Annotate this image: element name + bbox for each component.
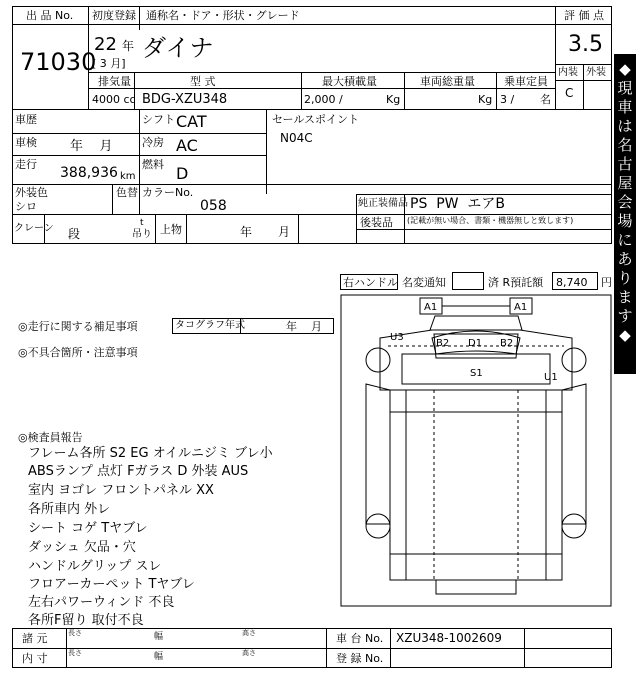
interior-label: 内装 <box>558 67 578 78</box>
inspection-label: 車検 <box>15 136 37 149</box>
name-change: 名変通知 <box>402 276 446 289</box>
tachograph-value: 年 月 <box>286 320 322 333</box>
chassis: XZU348-1002609 <box>396 631 502 645</box>
genuine: PS PW エアB <box>410 196 506 212</box>
rating: 3.5 <box>568 32 603 57</box>
mileage-label: 走行 <box>15 158 37 171</box>
type-label: 型 式 <box>190 75 216 88</box>
crane-up: 上物 <box>160 223 182 236</box>
recycle-label: 済 R預託額 <box>488 276 544 289</box>
chassis-label: 車 台 No. <box>336 632 384 645</box>
wheel-rear-right <box>562 514 586 538</box>
crane-ton: t <box>140 218 144 228</box>
displacement: 4000 cc <box>92 93 136 106</box>
aftermarket-label: 後装品 <box>360 216 393 229</box>
displacement-label: 排気量 <box>98 75 131 88</box>
type: BDG-XZU348 <box>142 92 228 107</box>
mark-d1: D1 <box>468 338 483 349</box>
mark-b2-left: B2 <box>436 338 450 349</box>
max-load-label: 最大積載量 <box>322 75 377 88</box>
ac-label: 冷房 <box>142 136 164 149</box>
color-no: 058 <box>200 198 227 214</box>
name-label: 通称名・ドア・形状・グレード <box>146 9 300 22</box>
rhd: 右ハンドル <box>343 276 398 289</box>
wheel-rear-left <box>366 514 390 538</box>
capacity: 3 / <box>500 93 515 106</box>
length-label-1: 長さ <box>68 629 82 637</box>
mark-a1-left: A1 <box>424 302 438 313</box>
shift: CAT <box>176 112 207 131</box>
mileage-unit: km <box>120 171 136 182</box>
cargo-bed <box>390 390 562 580</box>
color-no-label: カラーNo. <box>142 186 194 199</box>
lot-no-label: 出 品 No. <box>26 9 74 22</box>
shoki-label: 諸 元 <box>22 632 48 645</box>
reg-label: 登 録 No. <box>336 652 384 665</box>
rating-label: 評 価 点 <box>564 9 604 22</box>
inspector-line: 室内 ヨゴレ フロントパネル XX <box>28 483 214 498</box>
side-notice: ◆現車は名古屋会場にあります◆ <box>614 54 636 374</box>
ext-color: シロ <box>15 200 37 213</box>
recycle-unit: 円 <box>601 276 612 289</box>
name-change-box <box>452 272 484 290</box>
exterior-label: 外装 <box>586 67 606 78</box>
mark-u1: U1 <box>544 372 558 383</box>
inspector-line: ダッシュ 欠品・穴 <box>28 540 136 555</box>
aftermarket-note: (記載が無い場合、書類・機器無しと致します) <box>407 216 574 225</box>
inspector-line: 各所F留り 取付不良 <box>28 613 144 628</box>
max-load-unit: Kg <box>386 93 401 106</box>
month: [ 3 月] <box>92 57 126 70</box>
height-label-2: 高さ <box>242 649 256 657</box>
crane-label: クレーン <box>14 223 54 234</box>
wheel-front-left <box>366 348 390 372</box>
mark-u3: U3 <box>390 332 404 343</box>
defects-title: ◎不具合箇所・注意事項 <box>18 346 138 359</box>
inspector-line: 各所車内 外レ <box>28 502 111 517</box>
crane-year: 年 <box>240 225 253 239</box>
length-label-2: 長さ <box>68 649 82 657</box>
crane-hang: 吊り <box>132 229 152 240</box>
inspector-line: シート コゲ Tヤブレ <box>28 521 148 536</box>
inspector-line: フレーム各所 S2 EG オイルニジミ ブレ小 <box>28 446 273 461</box>
crane-month: 月 <box>278 225 291 239</box>
tachograph-label: タコグラフ年式 <box>175 320 245 331</box>
model-name: ダイナ <box>142 34 214 62</box>
width-label-2: 幅 <box>154 652 164 662</box>
fuel: D <box>176 164 189 183</box>
inspector-title: ◎検査員報告 <box>18 431 83 444</box>
truck-diagram <box>340 294 612 608</box>
gross-weight-label: 車両総重量 <box>420 75 475 88</box>
year: 22 <box>94 34 117 55</box>
capacity-unit: 名 <box>540 93 551 106</box>
wheel-front-right <box>562 348 586 372</box>
year-unit: 年 <box>122 39 135 53</box>
history-label: 車歴 <box>15 113 37 126</box>
sales-point: N04C <box>280 131 313 145</box>
width-label-1: 幅 <box>154 632 164 642</box>
gross-weight-unit: Kg <box>478 93 493 106</box>
sales-point-label: セールスポイント <box>272 113 360 126</box>
max-load: 2,000 / <box>304 93 343 106</box>
ac: AC <box>176 136 198 155</box>
mark-b2-right: B2 <box>500 338 514 349</box>
lot-no: 71030 <box>20 48 97 76</box>
ext-color-label: 外装色 <box>15 186 48 199</box>
naikou-label: 内 寸 <box>22 652 48 665</box>
first-reg-label: 初度登録 <box>92 9 136 22</box>
crane-stage: 段 <box>68 227 81 241</box>
mark-a1-right: A1 <box>514 302 528 313</box>
inspection-value: 年 月 <box>70 139 113 154</box>
capacity-label: 乗車定員 <box>504 75 548 88</box>
fuel-label: 燃料 <box>142 158 164 171</box>
height-label-1: 高さ <box>242 629 256 637</box>
inspector-line: ハンドルグリップ スレ <box>28 559 162 574</box>
mileage: 388,936 <box>60 165 118 181</box>
genuine-label: 純正装備品 <box>358 198 408 209</box>
color-change-label: 色替 <box>116 186 138 199</box>
interior-grade: C <box>565 86 574 100</box>
inspector-line: ABSランプ 点灯 Fガラス D 外装 AUS <box>28 464 249 479</box>
mark-s1: S1 <box>470 368 483 379</box>
driving-title: ◎走行に関する補足事項 <box>18 320 138 333</box>
recycle-amount: 8,740 <box>556 276 588 289</box>
shift-label: シフト <box>142 113 175 126</box>
inspector-line: 左右パワーウィンド 不良 <box>28 595 175 610</box>
inspector-line: フロアーカーペット Tヤブレ <box>28 577 195 592</box>
